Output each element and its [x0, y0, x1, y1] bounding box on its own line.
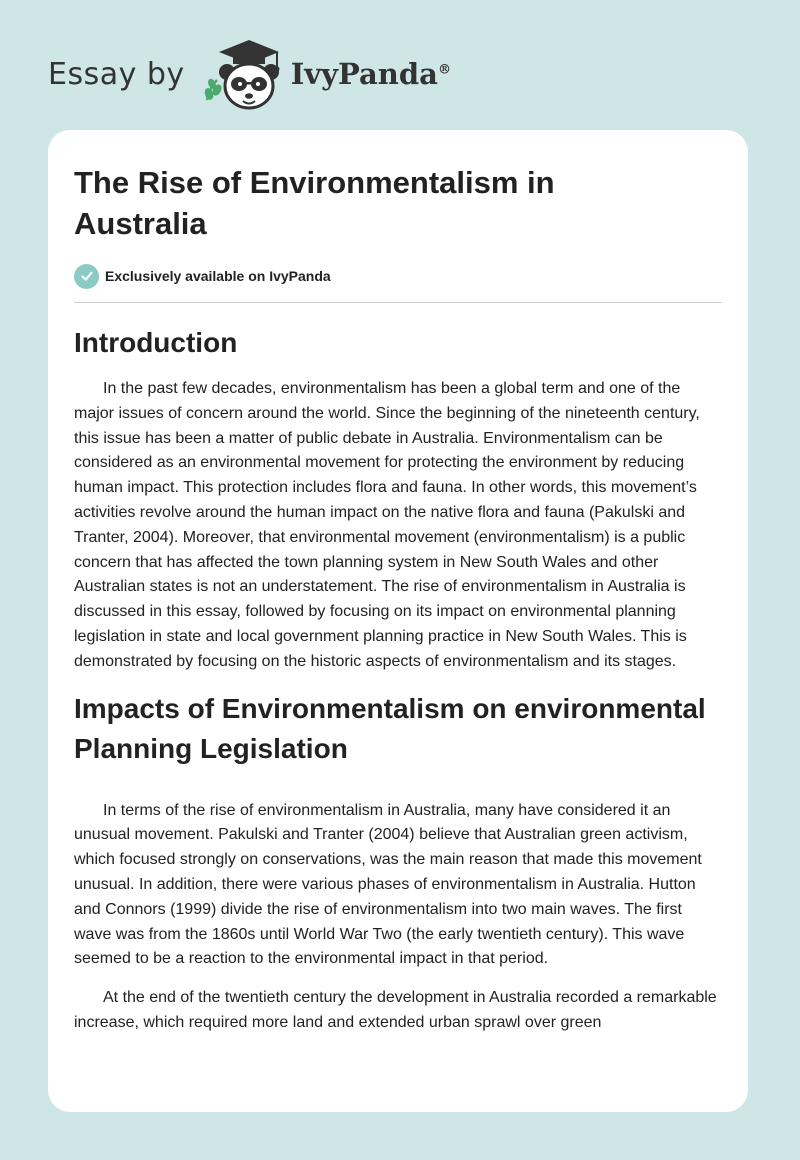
paragraph: In terms of the rise of environmentalism in Australia, many have considered it an unusual movement. Pakulski and Tranter (2004) believe that Australian green activism, which focused strongly on conservations, was the main reason that made this movement unusual. In addition, there were various phases of environmentalism in Australia. Hutton and Connors (1999) divide the rise of environmentalism into two main waves. The first wave was from the 1860s until World War Two (the early twentieth century). This wave seemed to be a reaction to the environmental impact in that period.	[74, 801, 702, 968]
exclusive-badge	[74, 262, 722, 290]
panda-logo-icon[interactable]	[199, 34, 289, 114]
paragraph: At the end of the twentieth century the development in Australia recorded a remarkable increase, which required more land and extended urban sprawl over green	[74, 989, 717, 1031]
title-divider	[74, 302, 722, 303]
site-header	[48, 34, 451, 114]
paragraph: In the past few decades, environmentalism has been a global term and one of the major issues of concern around the world. Since the beginning of the nineteenth century, this issue has been a matter of public debate in Australia. Environmentalism can be considered as an environmental movement for protecting the environment by reducing human impact. This protection includes flora and fauna. In other words, this movement’s activities revolve around the human impact on the native flora and fauna (Pakulski and Tranter, 2004). Moreover, that environmental movement (environmentalism) is a public concern that has affected the town planning system in New South Wales and other Australian states is not an understatement. The rise of environmentalism in Australia is discussed in this essay, followed by focusing on its impact on environmental planning legislation in state and local government planning practice in New South Wales. This is demonstrated by focusing on the historic aspects of environmentalism and its stages.	[74, 380, 700, 670]
exclusive-badge-label: Exclusively available on IvyPanda	[105, 268, 331, 284]
check-icon	[74, 264, 99, 289]
essay-by-label: Essay by	[48, 56, 185, 92]
brand-name-text: IvyPanda	[290, 57, 438, 91]
section-heading-impacts: Impacts of Environmentalism on environmental Planning Legislation	[74, 692, 706, 764]
essay-card	[48, 130, 748, 1112]
registered-mark: ®	[437, 62, 451, 78]
brand-name[interactable]	[291, 57, 451, 91]
section-heading-introduction: Introduction	[74, 327, 238, 358]
essay-title: The Rise of Environmentalism in Australia	[74, 165, 555, 241]
